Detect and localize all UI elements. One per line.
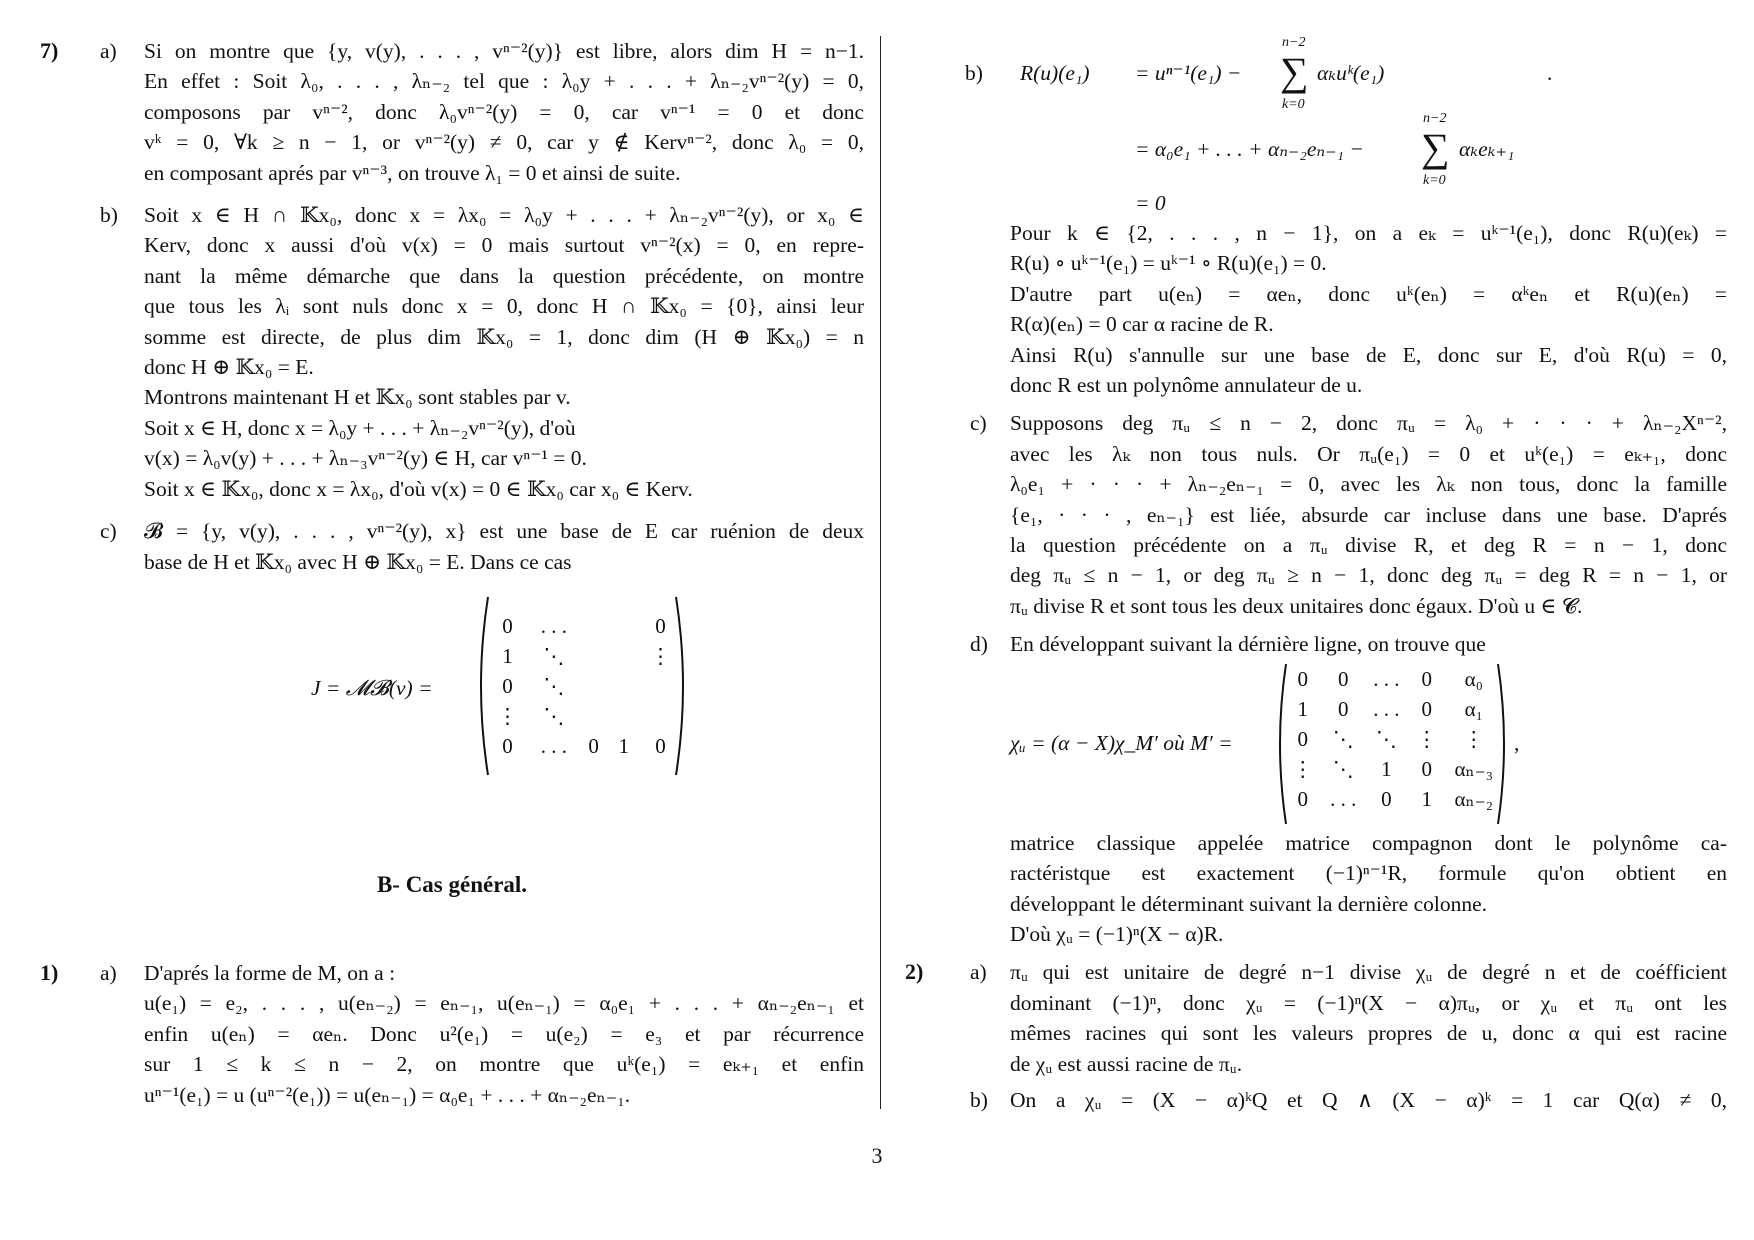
right-column: [905, 36, 1727, 1115]
sum-lower: k=0: [1282, 97, 1305, 112]
text-line: u(e₁) = e₂, . . . , u(eₙ₋₂) = eₙ₋₁, u(eₙ₋₁) = α₀e₁ + . . . + αₙ₋₂eₙ₋₁ et: [144, 991, 864, 1016]
matrix-cell: [579, 701, 609, 731]
matrix-row: [486, 611, 682, 641]
text-line: uⁿ⁻¹(e₁) = u (uⁿ⁻²(e₁)) = u(eₙ₋₁) = α₀e₁ + . . . + αₙ₋₂eₙ₋₁.: [144, 1082, 631, 1107]
matrix-cell: ⋱: [1332, 756, 1354, 781]
matrix-table: [486, 611, 682, 761]
question-number: 2): [905, 959, 924, 985]
matrix-cell: . . .: [1373, 696, 1400, 721]
matrix-cell: ⋮: [1463, 726, 1485, 751]
question-d: [905, 629, 1727, 949]
eq-rhs: = uⁿ⁻¹(e₁) −: [1135, 61, 1242, 85]
matrix-cell: 0: [502, 733, 513, 758]
eq-rhs-term: αₖuᵏ(e₁): [1317, 61, 1385, 85]
text-line: développant le déterminant suivant la dernière colonne.: [1010, 891, 1487, 916]
matrix-cell: ⋮: [1292, 756, 1314, 781]
text-line: nant la même démarche que dans la question précédente, on montre: [144, 263, 864, 288]
matrix-cell: α₀: [1464, 666, 1483, 691]
matrix-cell: 0: [1421, 696, 1433, 721]
part-label: b): [965, 61, 983, 85]
matrix-cell: ⋮: [1416, 726, 1438, 751]
question-b-equations: [905, 36, 1727, 218]
text-line: πᵤ divise R et sont tous les deux unitaires donc égaux. D'où u ∈ 𝓒.: [1010, 593, 1583, 618]
part-label: d): [970, 632, 988, 657]
text-line: Montrons maintenant H et 𝕂x₀ sont stables par v.: [144, 385, 571, 410]
sum-lower: k=0: [1423, 173, 1446, 188]
text-line: R(u) ∘ uᵏ⁻¹(e₁) = uᵏ⁻¹ ∘ R(u)(e₁) = 0.: [1010, 251, 1327, 276]
part-label: a): [100, 39, 117, 63]
matrix-J: [40, 591, 864, 791]
text-line: Soit x ∈ 𝕂x₀, donc x = λx₀, d'où v(x) = 0 ∈ 𝕂x₀ car x₀ ∈ Kerv.: [144, 476, 693, 501]
matrix-row: [486, 671, 682, 701]
equation-line-2: [905, 112, 1727, 190]
sum-upper: n−2: [1423, 111, 1447, 126]
matrix-row: [486, 701, 682, 731]
text-line: D'autre part u(eₙ) = αeₙ, donc uᵏ(eₙ) = αᵏeₙ et R(u)(eₙ) =: [1010, 281, 1727, 306]
text-line: Ainsi R(u) s'annulle sur une base de E, donc sur E, d'où R(u) = 0,: [1010, 342, 1727, 367]
text-line: de χᵤ est aussi racine de πᵤ.: [1010, 1051, 1243, 1076]
text-line: Soit x ∈ H, donc x = λ₀y + . . . + λₙ₋₂vⁿ⁻²(y), d'où: [144, 415, 576, 440]
matrix-cell: ⋱: [1375, 726, 1397, 751]
section-title: B- Cas général.: [376, 872, 528, 897]
matrix-cell: 0: [1421, 756, 1433, 781]
text-line: la question précédente on a πᵤ divise R, et deg R = n − 1, donc: [1010, 533, 1727, 558]
matrix-cell: 0: [1297, 726, 1309, 751]
matrix-cell: [609, 611, 639, 641]
matrix-cell: 0: [502, 673, 513, 698]
text-line: donc H ⊕ 𝕂x₀ = E.: [144, 355, 314, 380]
text-line: 𝓑 = {y, v(y), . . . , vⁿ⁻²(y), x} est une base de E car ruénion de deux: [144, 519, 864, 544]
matrix-cell: [639, 701, 682, 731]
text-line: en composant aprés par vⁿ⁻³, on trouve λ₁ = 0 et ainsi de suite.: [144, 160, 681, 185]
matrix-row: [1284, 694, 1502, 724]
matrix-cell: 1: [1421, 786, 1433, 811]
question-2a: [905, 957, 1727, 1079]
left-column: [40, 36, 864, 791]
matrix-row: [1284, 754, 1502, 784]
equation-line-1: [905, 36, 1727, 114]
eq-dot: .: [1547, 61, 1553, 85]
matrix-cell: αₙ₋₂: [1454, 786, 1494, 811]
matrix-cell: α₁: [1464, 696, 1483, 721]
matrix-cell: [639, 671, 682, 701]
matrix-cell: [579, 611, 609, 641]
part-label: a): [970, 960, 987, 985]
matrix-row: [1284, 724, 1502, 754]
matrix-cell: 0: [1381, 786, 1392, 811]
text-line: donc R est un polynôme annulateur de u.: [1010, 373, 1363, 398]
matrix-cell: 1: [618, 733, 630, 758]
companion-matrix-block: [1010, 660, 1727, 828]
question-1a: [40, 958, 864, 1110]
matrix-cell: [609, 671, 639, 701]
text-line: {e₁, · · · , eₙ₋₁} est liée, absurde car incluse dans une base. D'aprés: [1010, 502, 1727, 527]
text-line: ractéristque est exactement (−1)ⁿ⁻¹R, formule qu'on obtient en: [1010, 861, 1727, 886]
text-line: D'aprés la forme de M, on a :: [144, 961, 396, 985]
question-7a: [40, 36, 864, 188]
matrix-cell: [609, 641, 639, 671]
sum-symbol: ∑: [1280, 49, 1309, 94]
matrix-cell: ⋱: [543, 703, 565, 728]
text-line: Soit x ∈ H ∩ 𝕂x₀, donc x = λx₀ = λ₀y + . . . + λₙ₋₂vⁿ⁻²(y), or x₀ ∈: [144, 203, 864, 228]
text-line: enfin u(eₙ) = αeₙ. Donc u²(e₁) = u(e₂) = e₃ et par récurrence: [144, 1021, 864, 1046]
matrix-row: [1284, 664, 1502, 694]
text-line: D'où χᵤ = (−1)ⁿ(X − α)R.: [1010, 921, 1224, 946]
matrix-cell: [609, 701, 639, 731]
matrix-cell: ⋮: [497, 703, 519, 728]
column-divider: [880, 36, 881, 1109]
matrix-cell: [579, 671, 609, 701]
eq-line-3: = 0: [1135, 191, 1166, 215]
question-number: 7): [40, 38, 59, 63]
text-line: Kerv, donc x aussi d'où v(x) = 0 mais surtout vⁿ⁻²(x) = 0, en repre-: [144, 233, 864, 258]
text-line: mêmes racines qui sont les valeurs propres de u, donc α qui est racine: [1010, 1021, 1727, 1046]
question-number: 1): [40, 960, 59, 985]
chi-lhs: χᵤ = (α − X)χ_M′ où M′ =: [1010, 730, 1233, 755]
matrix-cell: 0: [1337, 666, 1349, 691]
question-b-text: [905, 218, 1727, 400]
matrix-cell: ⋱: [543, 643, 565, 668]
sum-upper: n−2: [1282, 35, 1306, 50]
matrix-cell: 0: [1297, 786, 1309, 811]
matrix-cell: 0: [588, 733, 599, 758]
text-line: somme est directe, de plus dim 𝕂x₀ = 1, donc dim (H ⊕ 𝕂x₀) = n: [144, 324, 864, 349]
matrix-cell: 0: [502, 613, 513, 638]
matrix-row: [486, 731, 682, 761]
left-column-bottom: [40, 958, 864, 1110]
text-line: deg πᵤ ≤ n − 1, or deg πᵤ ≥ n − 1, donc deg πᵤ = deg R = n − 1, or: [1010, 563, 1727, 588]
eq-lhs: R(u)(e₁): [1020, 61, 1090, 85]
part-label: b): [970, 1087, 988, 1112]
question-7c: [40, 516, 864, 577]
text-line: composons par vⁿ⁻², donc λ₀vⁿ⁻²(y) = 0, car vⁿ⁻¹ = 0 et donc: [144, 99, 864, 124]
part-label: a): [100, 961, 117, 985]
text-line: matrice classique appelée matrice compagnon dont le polynôme ca-: [1010, 830, 1727, 855]
chi-tail: ,: [1514, 730, 1520, 755]
text-line: R(α)(eₙ) = 0 car α racine de R.: [1010, 312, 1274, 337]
matrix-row: [486, 641, 682, 671]
matrix-cell: . . .: [540, 733, 567, 758]
page-number: 3: [871, 1143, 883, 1168]
matrix-cell: ⋮: [649, 643, 671, 668]
matrix-cell: 0: [655, 613, 666, 638]
matrix-cell: . . .: [1330, 786, 1357, 811]
text-line: sur 1 ≤ k ≤ n − 2, on montre que uᵏ(e₁) = eₖ₊₁ et enfin: [144, 1052, 864, 1077]
matrix-cell: 0: [1337, 696, 1349, 721]
text-line: vᵏ = 0, ∀k ≥ n − 1, or vⁿ⁻²(y) ≠ 0, car y ∉ Kervⁿ⁻², donc λ₀ = 0,: [144, 130, 864, 155]
matrix-cell: 1: [502, 643, 513, 668]
text-line: Supposons deg πᵤ ≤ n − 2, donc πᵤ = λ₀ + · · · + λₙ₋₂Xⁿ⁻²,: [1010, 411, 1727, 436]
matrix-cell: . . .: [1373, 666, 1400, 691]
eq-rhs: = α₀e₁ + . . . + αₙ₋₂eₙ₋₁ −: [1135, 137, 1364, 161]
eq-rhs-term: αₖeₖ₊₁: [1459, 137, 1515, 161]
text-line: Pour k ∈ {2, . . . , n − 1}, on a eₖ = uᵏ⁻¹(e₁), donc R(u)(eₖ) =: [1010, 221, 1727, 245]
matrix-cell: 0: [1421, 666, 1433, 691]
matrix-row: [1284, 784, 1502, 814]
part-label: c): [970, 411, 987, 436]
text-line: En développant suivant la dérnière ligne, on trouve que: [1010, 632, 1486, 657]
matrix-lhs: J = 𝓜𝓑(v) =: [311, 675, 433, 700]
question-2b: [905, 1085, 1727, 1115]
question-c: [905, 408, 1727, 621]
matrix-cell: 1: [1381, 756, 1392, 781]
text-line: λ₀e₁ + · · · + λₙ₋₂eₙ₋₁ = 0, avec les λₖ non tous, donc la famille: [1010, 472, 1727, 497]
matrix-cell: 0: [1297, 666, 1309, 691]
text-line: En effet : Soit λ₀, . . . , λₙ₋₂ tel que : λ₀y + . . . + λₙ₋₂vⁿ⁻²(y) = 0,: [144, 69, 864, 94]
text-line: v(x) = λ₀v(y) + . . . + λₙ₋₃vⁿ⁻²(y) ∈ H, car vⁿ⁻¹ = 0.: [144, 446, 587, 471]
part-label: c): [100, 519, 117, 544]
question-7b: [40, 200, 864, 504]
matrix-cell: . . .: [540, 613, 567, 638]
matrix-table: [1284, 664, 1502, 814]
text-line: avec les λₖ non tous nuls. Or πᵤ(e₁) = 0 et uᵏ(e₁) = eₖ₊₁, donc: [1010, 441, 1727, 466]
matrix-cell: 0: [655, 733, 666, 758]
matrix-cell: αₙ₋₃: [1454, 756, 1494, 781]
part-label: b): [100, 203, 118, 228]
text-line: On a χᵤ = (X − α)ᵏQ et Q ∧ (X − α)ᵏ = 1 car Q(α) ≠ 0,: [1010, 1087, 1727, 1112]
matrix-cell: ⋱: [543, 673, 565, 698]
sum-symbol: ∑: [1421, 125, 1450, 170]
text-line: πᵤ qui est unitaire de degré n−1 divise χᵤ de degré n et de coéfficient: [1010, 960, 1727, 985]
text-line: Si on montre que {y, v(y), . . . , vⁿ⁻²(y)} est libre, alors dim H = n−1.: [144, 39, 864, 63]
matrix-cell: ⋱: [1332, 726, 1354, 751]
matrix-cell: [579, 641, 609, 671]
text-line: que tous les λᵢ sont nuls donc x = 0, donc H ∩ 𝕂x₀ = {0}, ainsi leur: [144, 294, 864, 319]
matrix-cell: 1: [1297, 696, 1309, 721]
text-line: base de H et 𝕂x₀ avec H ⊕ 𝕂x₀ = E. Dans ce cas: [144, 549, 572, 574]
text-line: dominant (−1)ⁿ, donc χᵤ = (−1)ⁿ(X − α)πᵤ, or χᵤ et πᵤ ont les: [1010, 990, 1727, 1015]
